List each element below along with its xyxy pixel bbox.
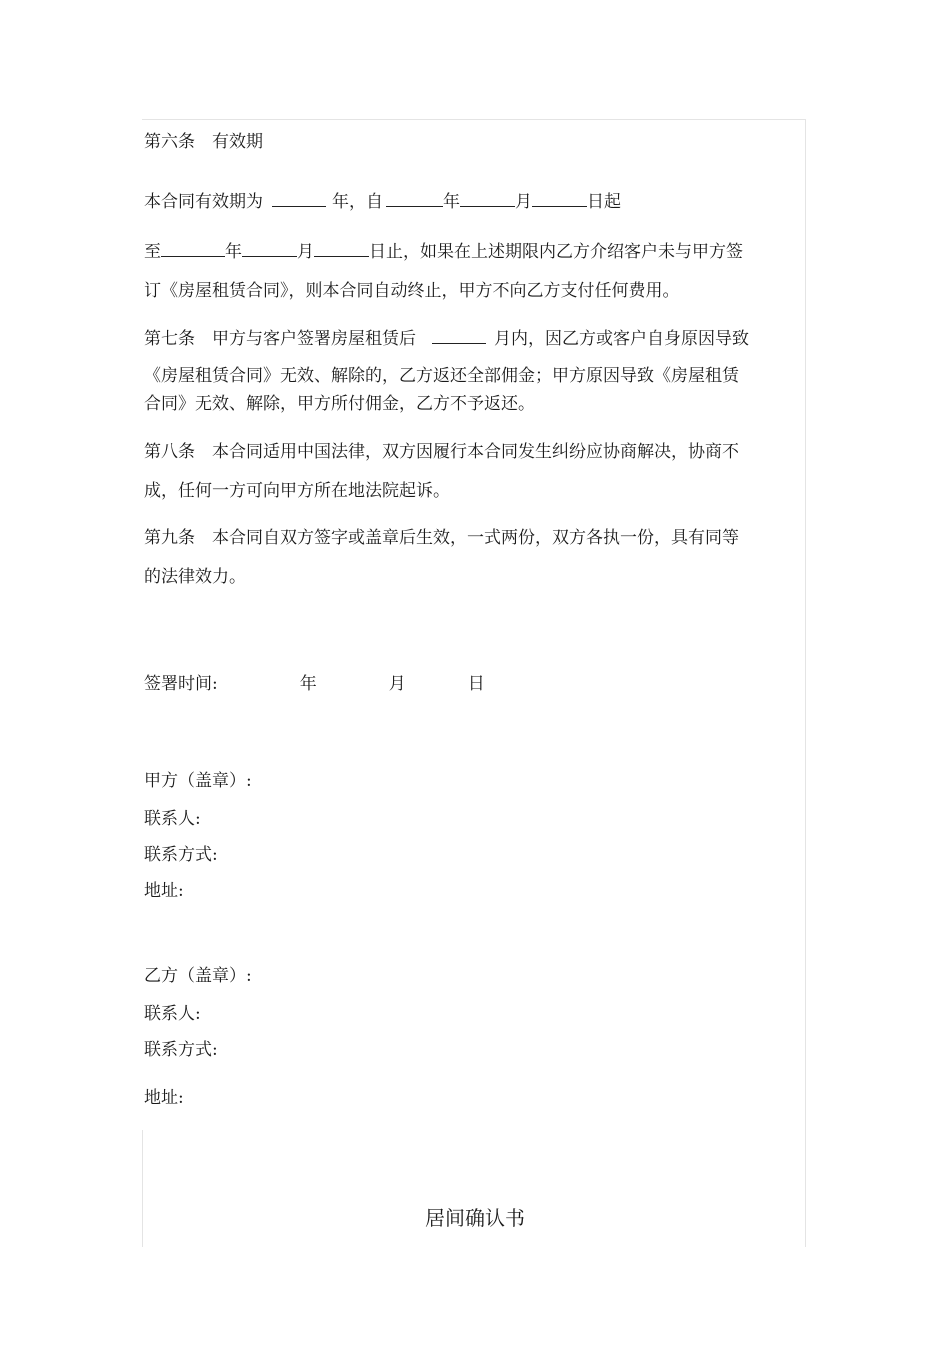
article-6-title: 有效期 [212, 132, 263, 152]
article-9-line-2: 的法律效力。 [144, 567, 246, 587]
article-8-line-1: 第八条 本合同适用中国法律，双方因履行本合同发生纠纷应协商解决，协商不 [144, 442, 739, 462]
article-7-line-3: 合同》无效、解除，甲方所付佣金，乙方不予返还。 [144, 394, 535, 414]
blank-start-day [532, 190, 587, 207]
article-7-line-2: 《房屋租赁合同》无效、解除的，乙方返还全部佣金；甲方原因导致《房屋租赁 [144, 366, 739, 386]
blank-start-month [460, 190, 515, 207]
party-b-contact: 联系人: [144, 1004, 201, 1024]
next-document-title: 居间确认书 [425, 1206, 525, 1230]
article-9-line-1: 第九条 本合同自双方签字或盖章后生效，一式两份，双方各执一份，具有同等 [144, 528, 739, 548]
blank-end-month [242, 240, 297, 257]
blank-months [432, 327, 486, 344]
signing-time-row [144, 673, 485, 695]
article-6-line-1: 本合同有效期为 年，自 年 月 日起 [144, 192, 621, 212]
article-9-number: 第九条 [144, 528, 195, 548]
party-a-address: 地址: [144, 881, 184, 901]
article-7-number: 第七条 [144, 329, 195, 349]
blank-end-day [314, 240, 369, 257]
party-b-address: 地址: [144, 1088, 184, 1108]
party-b-contact-method: 联系方式: [144, 1040, 218, 1060]
article-6-heading [144, 131, 263, 153]
party-a-contact: 联系人: [144, 809, 201, 829]
article-8-number: 第八条 [144, 442, 195, 462]
party-a-seal: 甲方（盖章）: [144, 771, 252, 791]
article-6-line-3: 订《房屋租赁合同》，则本合同自动终止，甲方不向乙方支付任何费用。 [144, 281, 680, 301]
signing-month: 月 [388, 674, 406, 694]
party-b-seal: 乙方（盖章）: [144, 966, 252, 986]
signing-year: 年 [299, 674, 317, 694]
blank-end-year [161, 240, 225, 257]
signing-time-label: 签署时间: [144, 674, 218, 694]
article-6-number: 第六条 [144, 132, 195, 152]
article-6-line-2: 至 年 月 日止，如果在上述期限内乙方介绍客户未与甲方签 [144, 242, 743, 262]
party-a-contact-method: 联系方式: [144, 845, 218, 865]
signing-day: 日 [467, 674, 485, 694]
blank-years [272, 190, 326, 207]
article-8-line-2: 成，任何一方可向甲方所在地法院起诉。 [144, 481, 450, 501]
blank-start-year [386, 190, 443, 207]
article-7-line-1: 第七条 甲方与客户签署房屋租赁后 月内，因乙方或客户自身原因导致 [144, 329, 749, 349]
